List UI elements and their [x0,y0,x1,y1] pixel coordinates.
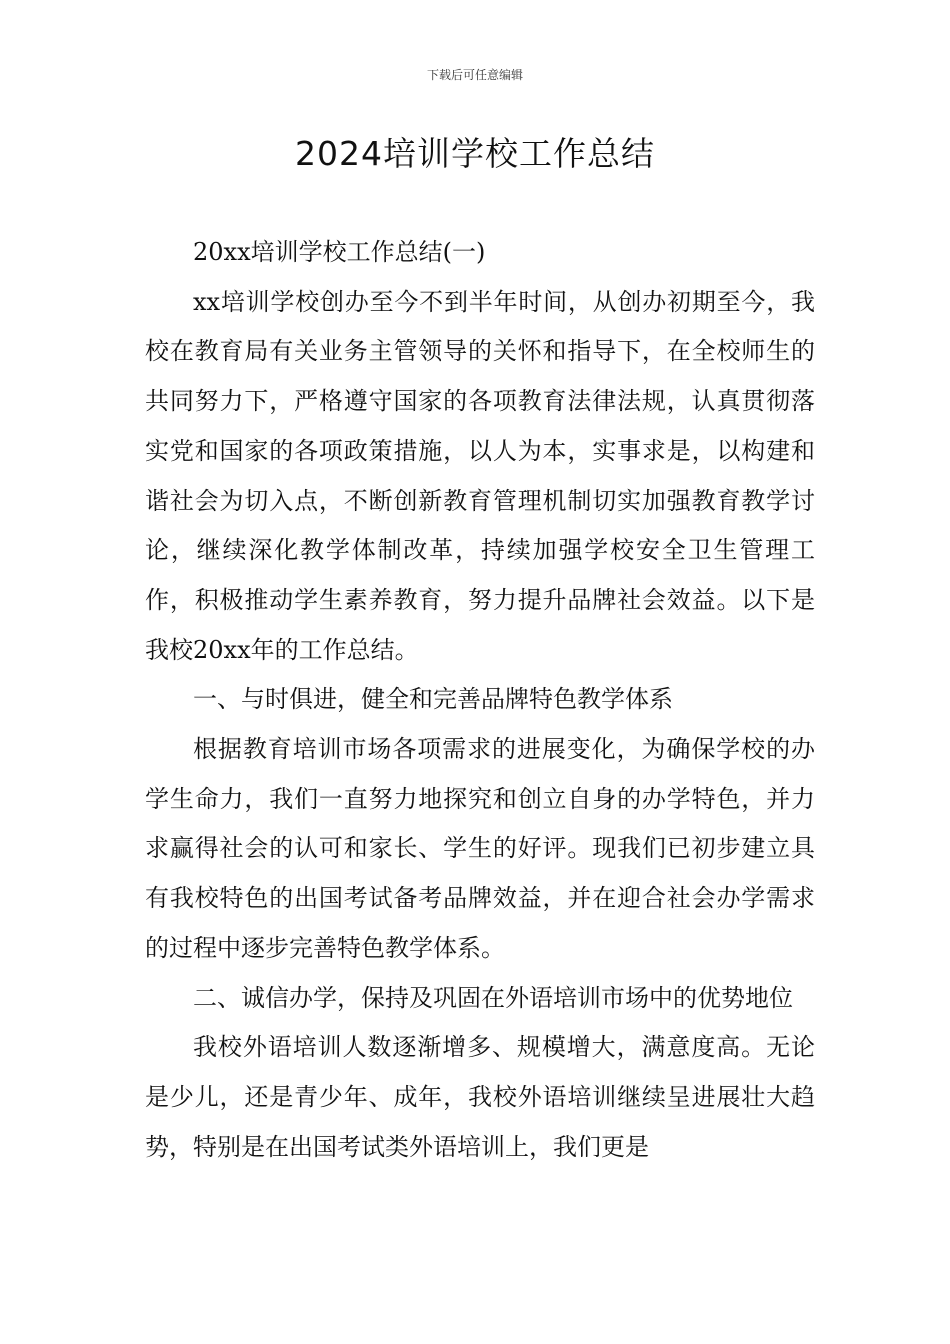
paragraph-heading-two: 二、诚信办学，保持及巩固在外语培训市场中的优势地位 [193,983,793,1012]
paragraph-body-one: 根据教育培训市场各项需求的进展变化，为确保学校的办学生命力，我们一直努力地探究和创立自身的办学特色，并力求赢得社会的认可和家长、学生的好评。现我们已初步建立具有我校特色的出国考试备考品牌效益，并在迎合社会办学需求的过程中逐步完善特色教学体系。 [145,735,815,962]
header-note: 下载后可任意编辑 [426,68,523,82]
paragraph-section-heading: 20xx培训学校工作总结(一) [193,238,486,266]
document-title: 2024培训学校工作总结 [295,134,655,173]
paragraph-heading-one: 一、与时俱进，健全和完善品牌特色教学体系 [193,685,673,714]
document-body [145,228,815,1172]
paragraph-intro: xx培训学校创办至今不到半年时间，从创办初期至今，我校在教育局有关业务主管领导的关怀和指导下，在全校师生的共同努力下，严格遵守国家的各项教育法律法规，认真贯彻落实党和国家的各项政策措施，以人为本，实事求是，以构建和谐社会为切入点，不断创新教育管理机制切实加强教育教学讨论，继续深化教学体制改革，持续加强学校安全卫生管理工作，积极推动学生素养教育，努力提升品牌社会效益。以下是我校20xx年的工作总结。 [145,287,815,664]
paragraph-body-two: 我校外语培训人数逐渐增多、规模增大，满意度高。无论是少儿，还是青少年、成年，我校外语培训继续呈进展壮大趋势，特别是在出国考试类外语培训上，我们更是 [145,1033,815,1161]
